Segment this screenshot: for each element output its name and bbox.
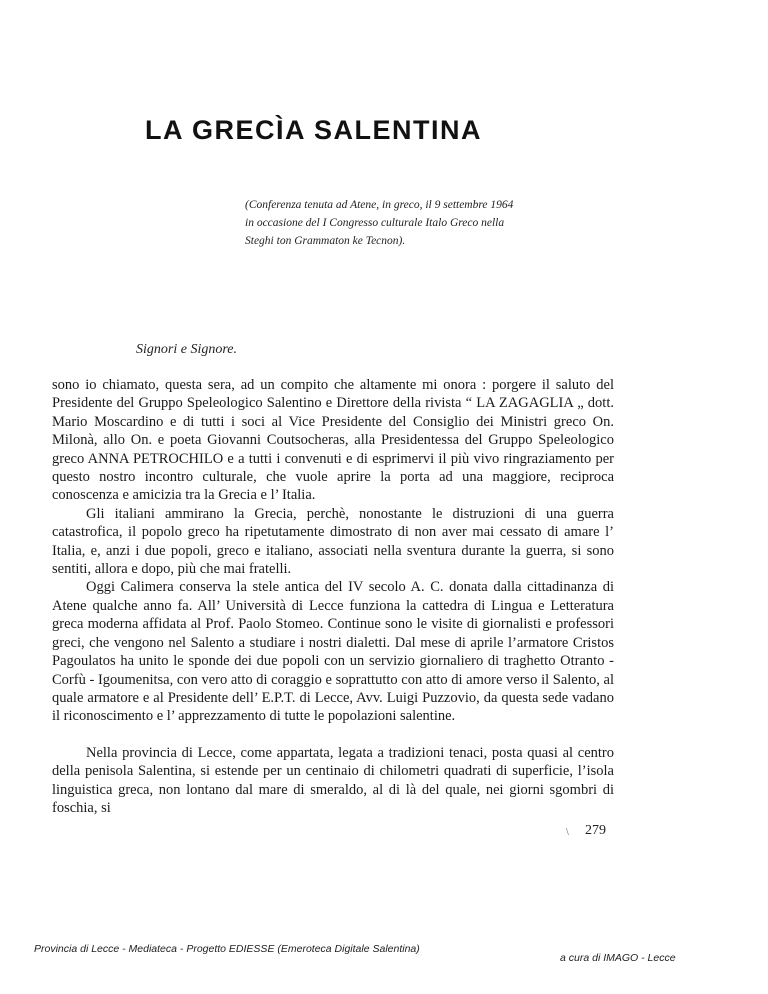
subtitle-line: Steghi ton Grammaton ke Tecnon). [245,235,406,247]
page-number: 279 [585,823,606,838]
subtitle-note [245,196,620,250]
article-body [52,376,614,817]
paragraph: Gli italiani ammirano la Grecia, perchè, nonostante le distruzioni di una guerra catastrofica, il popolo greco ha ripetutamente dimostrato di non aver mai cessato di amare l’ Italia, e, anzi i due popoli, greco e italiano, associati nella sventura durante la guerra, si sono sentiti, allora e dopo, più che mai fratelli. [52,505,614,578]
paragraph: Oggi Calimera conserva la stele antica del IV secolo A. C. donata dalla cittadinanza di Atene qualche anno fa. All’ Università di Lecce funziona la cattedra di Lingua e Letteratura greca moderna affidata al Prof. Paolo Stomeo. Continue sono le visite di giornalisti e professori greci, che vengono nel Salento a studiare i nostri dialetti. Dal mese di aprile l’armatore Cristos Pagoulatos ha unito le sponde dei due popoli con un servizio giornaliero di traghetto Otranto - Corfù - Igoumenitsa, con vero atto di coraggio e soprattutto con atto di amore verso il Salento, al quale armatore e al Presidente dell’ E.P.T. di Lecce, Avv. Luigi Puzzovio, da questa sede vadano il riconoscimento e l’ apprezzamento di tutte le popolazioni salentine. [52,579,614,725]
greeting: Signori e Signore. [136,342,237,357]
footer-credit-left: Provincia di Lecce - Mediateca - Progetto EDIESSE (Emeroteca Digitale Salentina) [34,943,420,955]
footer-credit-right: a cura di IMAGO - Lecce [560,952,676,964]
page-title: LA GRECÌA SALENTINA [145,115,482,145]
paragraph: sono io chiamato, questa sera, ad un compito che altamente mi onora : porgere il saluto del Presidente del Gruppo Speleologico Salentino e Direttore della rivista “ LA ZAGAGLIA „ dott. Mario Moscardino e di tutti i soci al Vice Presidente del Consiglio dei Ministri greco On. Milonà, allo On. e poeta Giovanni Coutsocheras, alla Presidentessa del Gruppo Speleologico greco ANNA PETROCHILO e a tutti i convenuti e di esprimervi il più vivo ringraziamento per questo nostro incontro culturale, che vuole aprire la porta ad una maggiore, reciproca conoscenza e amicizia tra la Grecia e l’ Italia. [52,377,614,504]
page-mark: \ [566,827,569,838]
subtitle-line: (Conferenza tenuta ad Atene, in greco, il 9 settembre 1964 [245,199,514,211]
paragraph: Nella provincia di Lecce, come appartata, legata a tradizioni tenaci, posta quasi al centro della penisola Salentina, si estende per un centinaio di chilometri quadrati di superficie, l’isola linguistica greca, non lontano dal mare di smeraldo, al di là del quale, nei giorni sgombri di foschia, si [52,744,614,816]
subtitle-line: in occasione del I Congresso culturale Italo Greco nella [245,217,505,229]
